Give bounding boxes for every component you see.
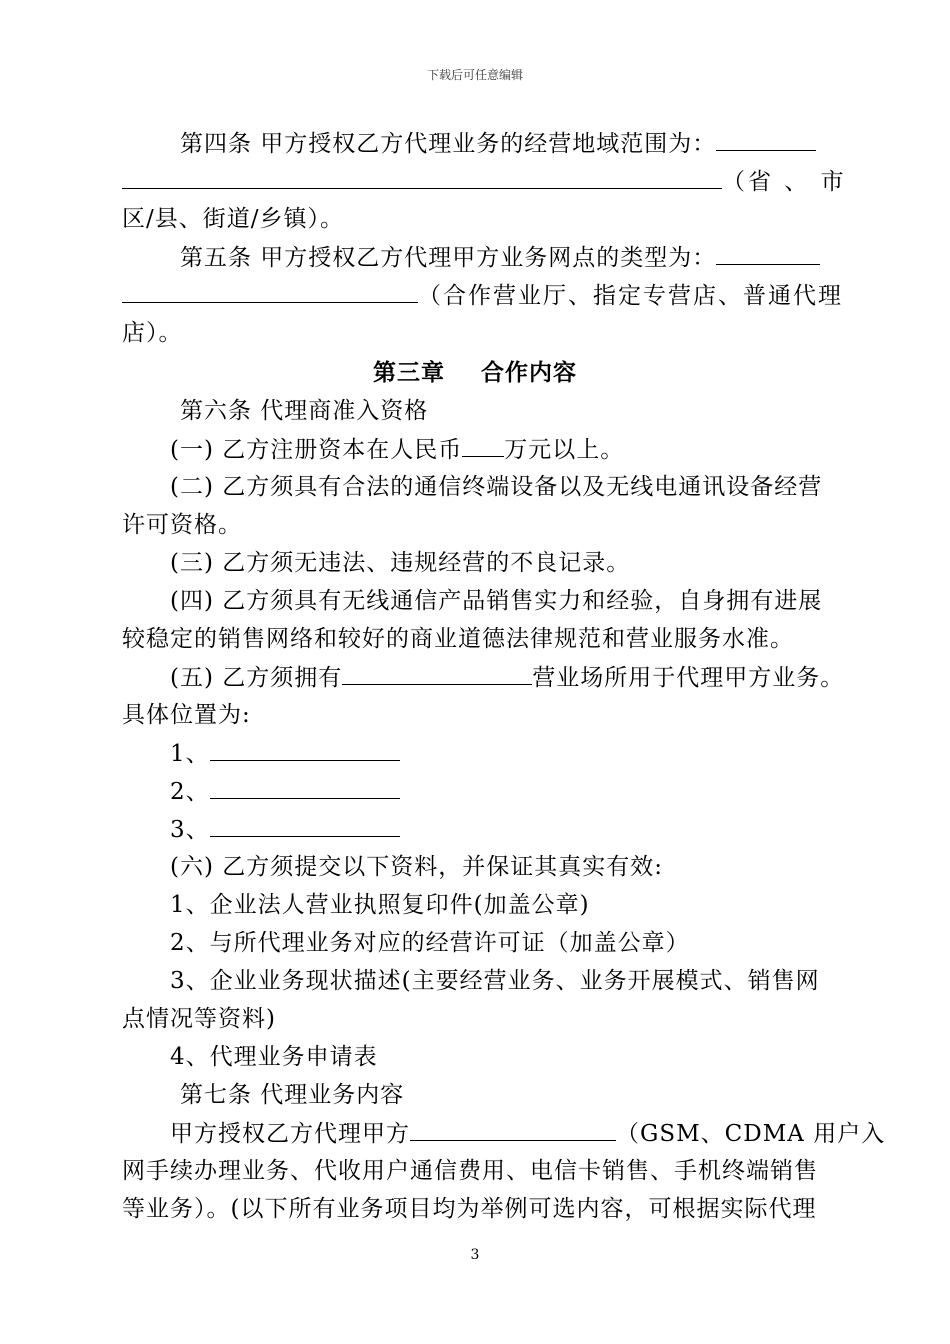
blank-field (716, 128, 816, 151)
location-number: 1、 (170, 741, 210, 767)
location-number: 2、 (170, 779, 210, 805)
article6-item1 (170, 434, 624, 465)
article4-line2 (122, 166, 847, 197)
chapter-heading (0, 358, 950, 388)
item5-text-end: 营业场所用于代理甲方业务。 (532, 665, 845, 691)
article7-title: 第七条 代理业务内容 (180, 1082, 405, 1108)
blank-field (122, 280, 418, 303)
blank-field (122, 166, 722, 189)
article6-title: 第六条 代理商准入资格 (180, 398, 429, 424)
article7-line1 (170, 1118, 885, 1149)
article5-line2 (122, 280, 843, 311)
location-1 (170, 738, 400, 769)
article6-item4a: (四) 乙方须具有无线通信产品销售实力和经验，自身拥有进展 (170, 588, 823, 614)
article4-line3: 区/县、街道/乡镇）。 (122, 206, 344, 232)
blank-field (210, 776, 400, 799)
article6-item4b: 较稳定的销售网络和较好的商业道德法律规范和营业服务水准。 (122, 626, 794, 652)
location-number: 3、 (170, 817, 210, 843)
article4-line1 (180, 128, 816, 159)
blank-field (462, 434, 504, 457)
article6-item5 (170, 662, 844, 693)
article5-line3: 店）。 (122, 320, 183, 346)
doc-item-3b: 点情况等资料) (122, 1006, 276, 1032)
chapter-title: 合作内容 (481, 359, 577, 386)
page-number: 3 (470, 1247, 480, 1263)
article7-services: （GSM、CDMA 用户入 (616, 1121, 886, 1147)
article6-item5c: 具体位置为: (122, 702, 251, 728)
chapter-number: 第三章 (373, 359, 445, 386)
article7-line3: 等业务）。(以下所有业务项目均为举例可选内容，可根据实际代理 (122, 1196, 817, 1222)
location-2 (170, 776, 400, 807)
doc-item-4: 4、代理业务申请表 (170, 1044, 378, 1070)
blank-field (210, 738, 400, 761)
article6-item3: (三) 乙方须无违法、违规经营的不良记录。 (170, 550, 631, 576)
page-header: 下载后可任意编辑 (426, 68, 523, 82)
item1-text: (一) 乙方注册资本在人民币 (170, 437, 463, 463)
article6-item2b: 许可资格。 (122, 512, 242, 538)
article7-text: 甲方授权乙方代理甲方 (170, 1121, 410, 1147)
article4-text: 第四条 甲方授权乙方代理业务的经营地域范围为： (180, 131, 717, 157)
doc-item-3a: 3、企业业务现状描述(主要经营业务、业务开展模式、销售网 (170, 968, 820, 994)
blank-field (342, 662, 532, 685)
article7-line2: 网手续办理业务、代收用户通信费用、电信卡销售、手机终端销售 (122, 1158, 818, 1184)
article4-scope: （省 、 市 (722, 169, 847, 195)
blank-field (410, 1118, 616, 1141)
doc-item-2: 2、与所代理业务对应的经营许可证（加盖公章） (170, 930, 690, 956)
blank-field (716, 242, 820, 265)
blank-field (210, 814, 400, 837)
doc-item-1: 1、企业法人营业执照复印件(加盖公章) (170, 892, 590, 918)
article5-types: （合作营业厅、指定专营店、普通代理 (418, 283, 843, 309)
item1-text-end: 万元以上。 (504, 437, 625, 463)
article6-item6: (六) 乙方须提交以下资料，并保证其真实有效: (170, 854, 664, 880)
article6-item2a: (二) 乙方须具有合法的通信终端设备以及无线电通讯设备经营 (170, 474, 823, 500)
item5-text: (五) 乙方须拥有 (170, 665, 343, 691)
article5-line1 (180, 242, 820, 273)
article5-text: 第五条 甲方授权乙方代理甲方业务网点的类型为： (180, 245, 717, 271)
location-3 (170, 814, 400, 845)
